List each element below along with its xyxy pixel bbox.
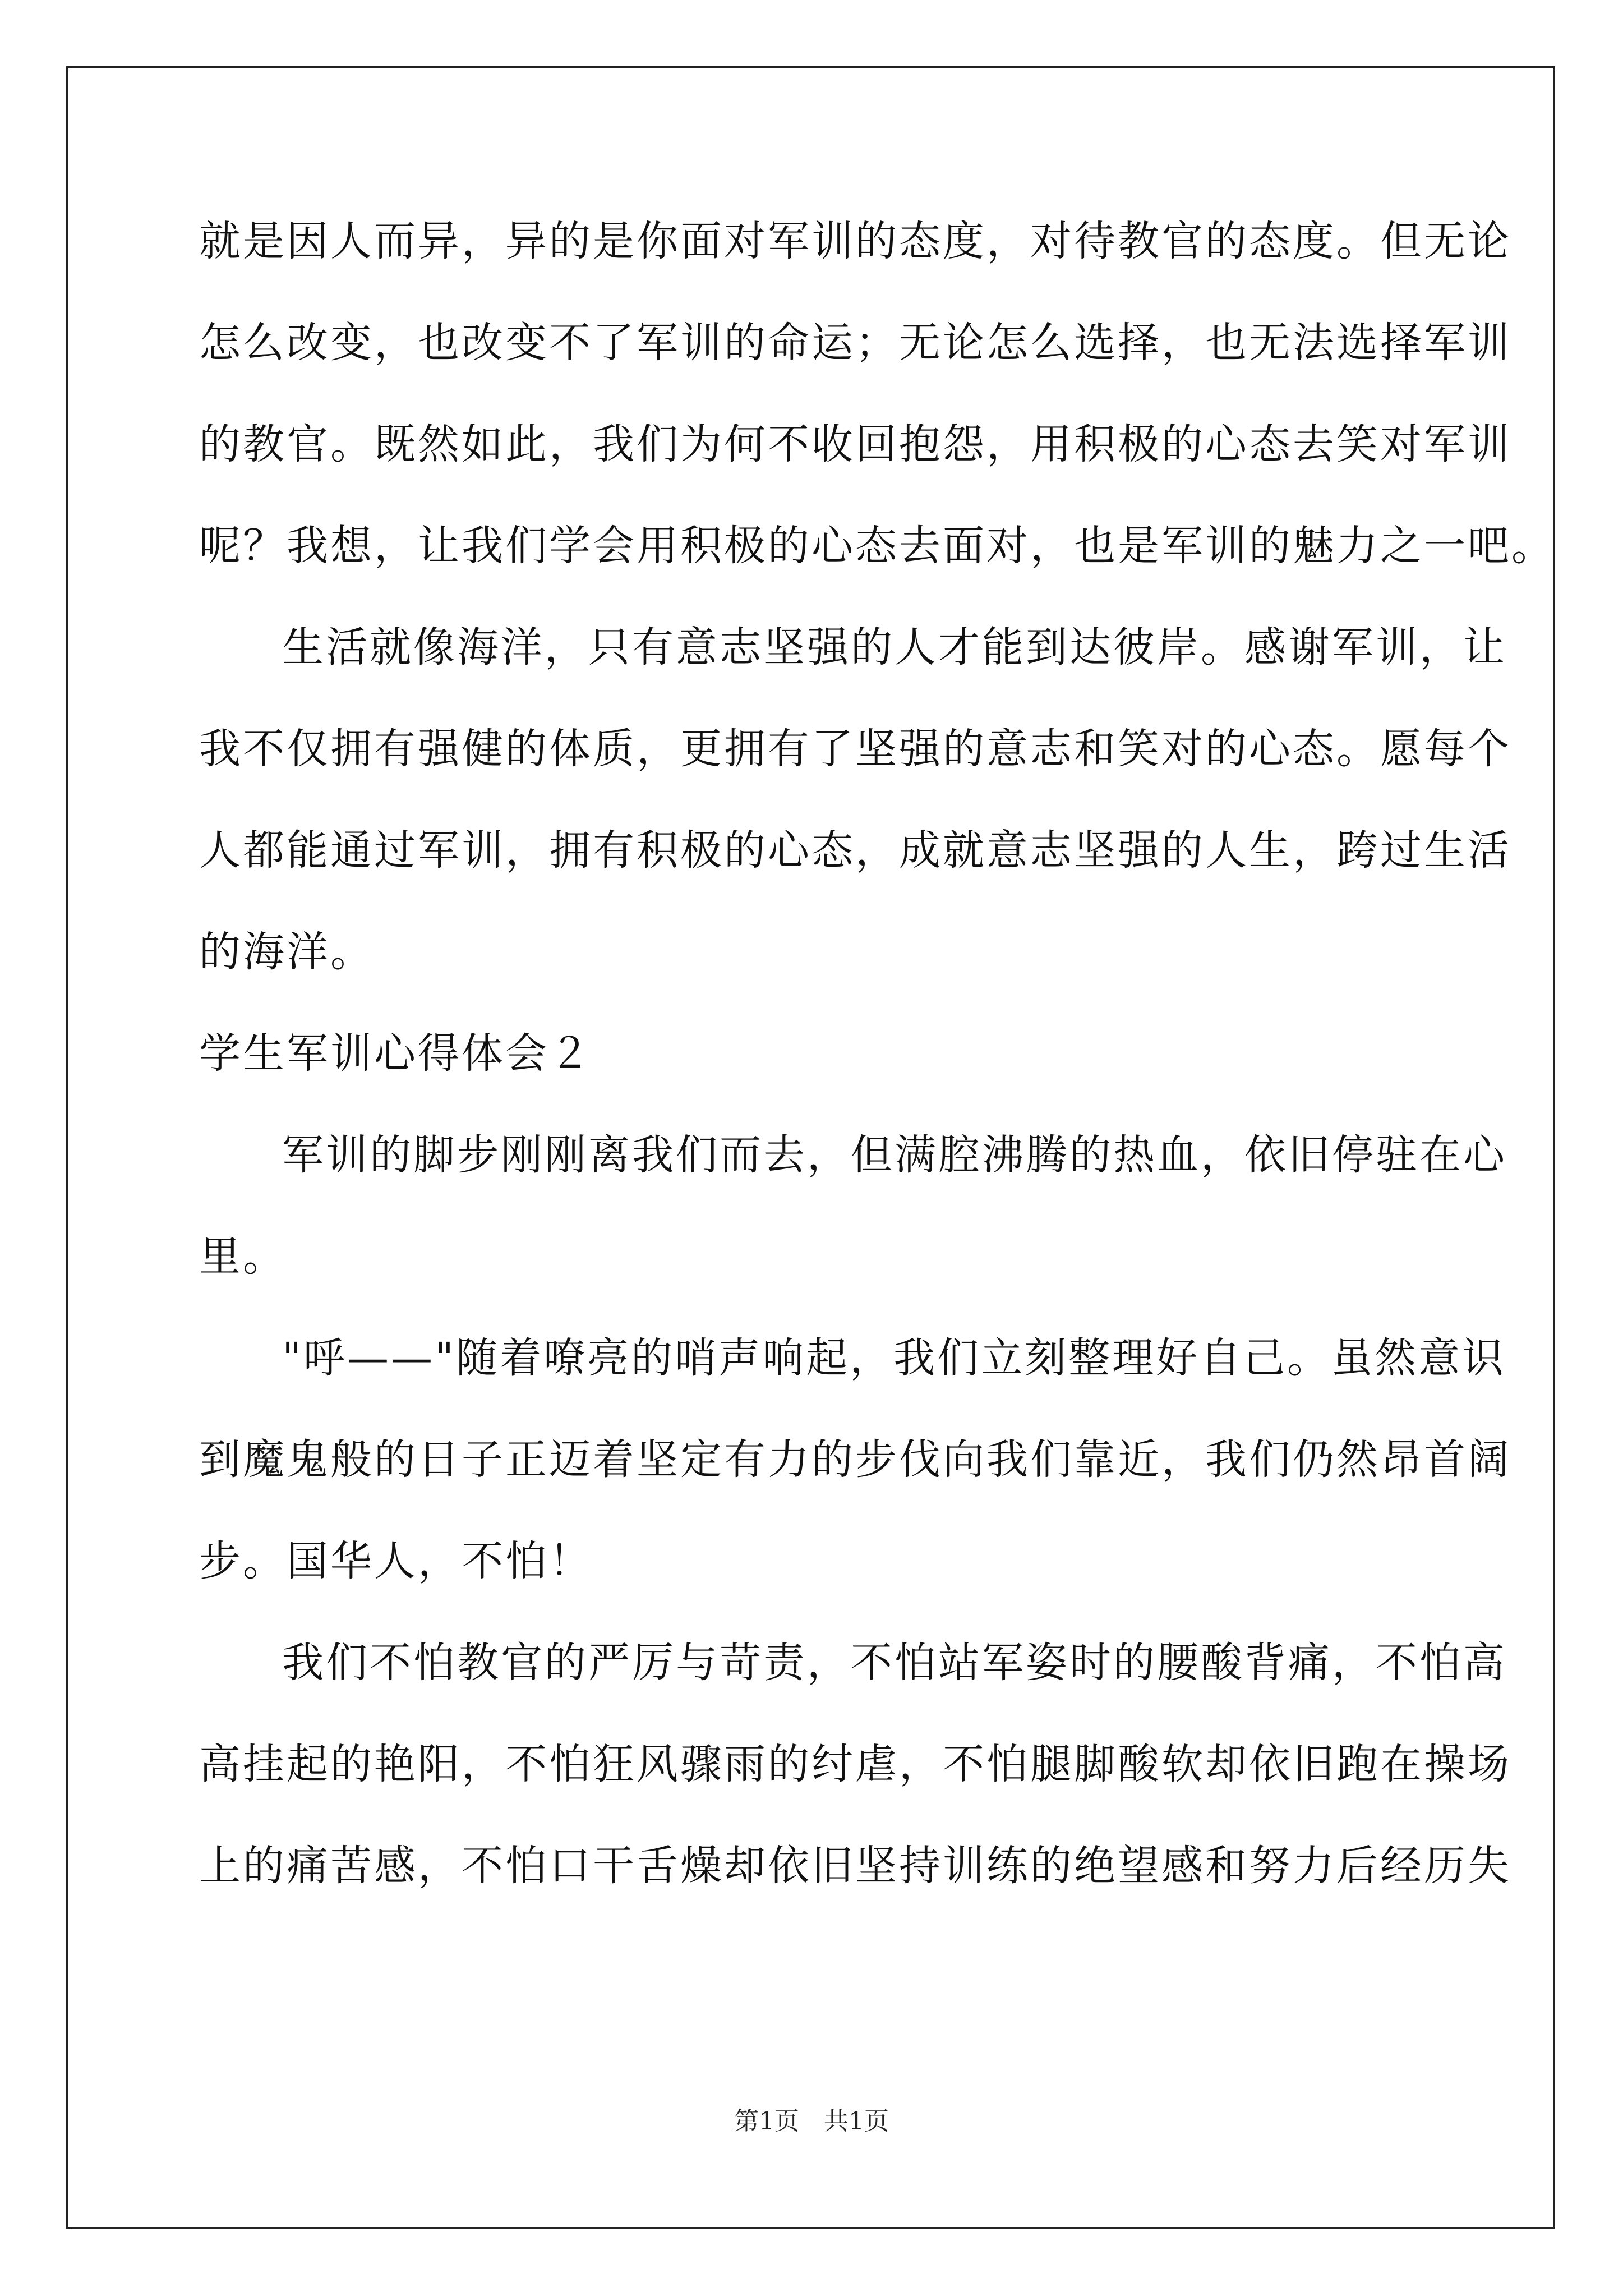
page-footer: 第1页 共1页	[734, 2107, 889, 2136]
text-line: 怎么改变，也改变不了军训的命运；无论怎么选择，也无法选择军训	[199, 319, 1511, 367]
text-line: 的海洋。	[199, 928, 374, 976]
text-line: 就是因人而异，异的是你面对军训的态度，对待教官的态度。但无论	[199, 217, 1511, 265]
paragraph-first-line: 生活就像海洋，只有意志坚强的人才能到达彼岸。感谢军训，让	[282, 623, 1507, 671]
text-line: 我不仅拥有强健的体质，更拥有了坚强的意志和笑对的心态。愿每个	[199, 725, 1511, 773]
text-line: 上的痛苦感，不怕口干舌燥却依旧坚持训练的绝望感和努力后经历失	[199, 1842, 1511, 1890]
text-line: 高挂起的艳阳，不怕狂风骤雨的纣虐，不怕腿脚酸软却依旧跑在操场	[199, 1740, 1511, 1788]
text-line: 呢？我想，让我们学会用积极的心态去面对，也是军训的魅力之一吧。	[199, 522, 1555, 570]
text-line: 步。国华人，不怕！	[199, 1537, 593, 1585]
paragraph-first-line: 军训的脚步刚刚离我们而去，但满腔沸腾的热血，依旧停驻在心	[282, 1131, 1507, 1179]
paragraph-first-line: 我们不怕教官的严厉与苛责，不怕站军姿时的腰酸背痛，不怕高	[282, 1639, 1507, 1687]
text-line: 到魔鬼般的日子正迈着坚定有力的步伐向我们靠近，我们仍然昂首阔	[199, 1435, 1511, 1484]
text-line: 里。	[199, 1232, 287, 1281]
paragraph-first-line: "呼——"随着嘹亮的哨声响起，我们立刻整理好自己。虽然意识	[282, 1334, 1506, 1382]
text-line: 人都能通过军训，拥有积极的心态，成就意志坚强的人生，跨过生活	[199, 826, 1511, 875]
text-line: 的教官。既然如此，我们为何不收回抱怨，用积极的心态去笑对军训	[199, 420, 1511, 468]
section-heading: 学生军训心得体会２	[199, 1029, 593, 1078]
